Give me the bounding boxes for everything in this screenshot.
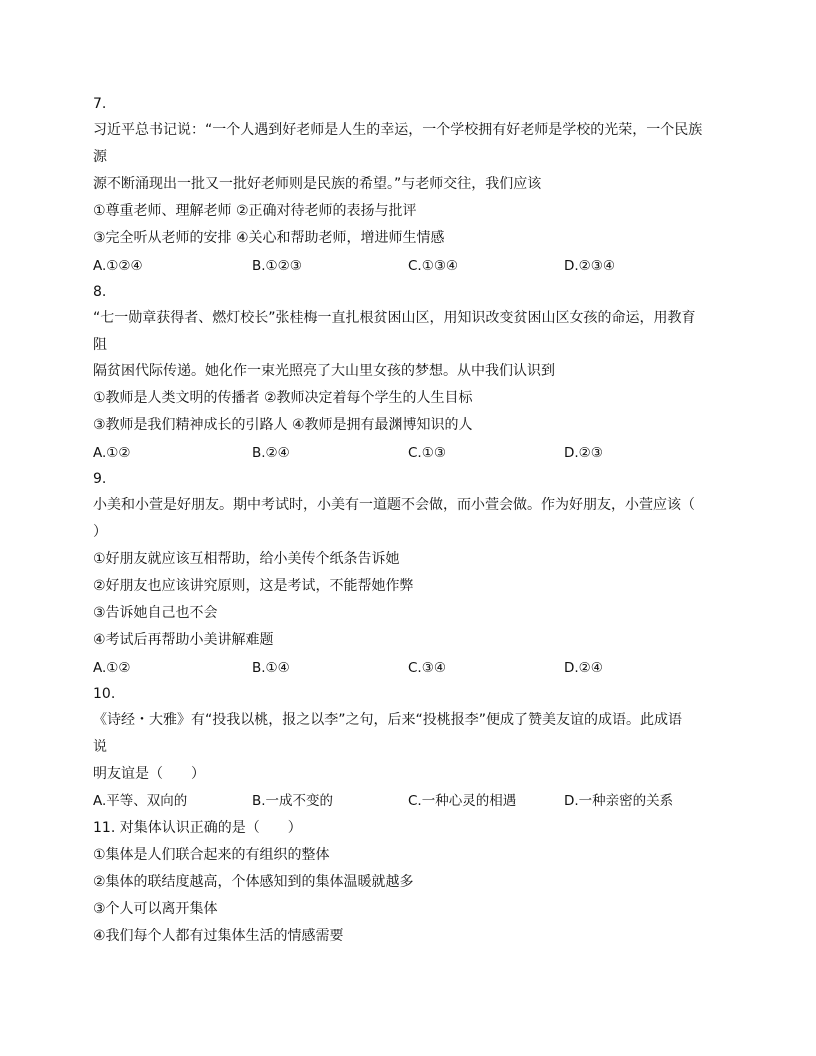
option-c: C.一种心灵的相遇	[408, 793, 517, 809]
question-stem-line: 习近平总书记说：“一个人遇到好老师是人生的幸运，一个学校拥有好老师是学校的光荣，一个民族	[93, 122, 703, 138]
question-stem-line: 源不断涌现出一批又一批好老师则是民族的希望。”与老师交往，我们应该	[93, 176, 542, 192]
option-a: A.平等、双向的	[93, 793, 188, 809]
question-item: ③告诉她自己也不会	[93, 605, 218, 621]
question-item: ④考试后再帮助小美讲解难题	[93, 632, 274, 648]
option-a: A.①②	[93, 445, 131, 461]
option-b: B.①④	[252, 660, 290, 676]
question-item: ③个人可以离开集体	[93, 901, 218, 917]
option-d: D.②③④	[564, 258, 615, 274]
question-stem-line: 阻	[93, 337, 107, 353]
question-item: ③完全听从老师的安排 ④关心和帮助老师，增进师生情感	[93, 230, 445, 246]
option-a: A.①②④	[93, 258, 143, 274]
question-stem-line: “七一勋章获得者、燃灯校长”张桂梅一直扎根贫困山区，用知识改变贫困山区女孩的命运，用教育	[93, 310, 696, 326]
question-number: 9.	[93, 471, 107, 487]
option-b: B.①②③	[252, 258, 302, 274]
option-d: D.一种亲密的关系	[564, 793, 674, 809]
question-number: 8.	[93, 284, 107, 300]
question-stem-line: 隔贫困代际传递。她化作一束光照亮了大山里女孩的梦想。从中我们认识到	[93, 363, 555, 379]
option-a: A.①②	[93, 660, 131, 676]
option-d: D.②③	[564, 445, 603, 461]
question-stem-line: 说	[93, 739, 107, 755]
question-stem-line: 明友谊是（ ）	[93, 766, 205, 782]
question-item: ①好朋友就应该互相帮助，给小美传个纸条告诉她	[93, 551, 400, 567]
question-number: 10.	[93, 686, 116, 702]
question-item: ①集体是人们联合起来的有组织的整体	[93, 847, 330, 863]
option-c: C.①③	[408, 445, 446, 461]
question-number: 7.	[93, 96, 107, 112]
question-item: ②集体的联结度越高，个体感知到的集体温暖就越多	[93, 874, 414, 890]
question-item: ④我们每个人都有过集体生活的情感需要	[93, 928, 344, 944]
question-item: ①教师是人类文明的传播者 ②教师决定着每个学生的人生目标	[93, 390, 473, 406]
question-item: ③教师是我们精神成长的引路人 ④教师是拥有最渊博知识的人	[93, 417, 473, 433]
question-stem-line: 11. 对集体认识正确的是（ ）	[93, 820, 302, 836]
question-item: ②好朋友也应该讲究原则，这是考试，不能帮她作弊	[93, 578, 414, 594]
option-c: C.③④	[408, 660, 446, 676]
option-c: C.①③④	[408, 258, 459, 274]
option-d: D.②④	[564, 660, 603, 676]
question-stem-line: 小美和小萱是好朋友。期中考试时，小美有一道题不会做，而小萱会做。作为好朋友，小萱应该（	[93, 497, 695, 513]
question-stem-line: 《诗经・大雅》有“投我以桃，报之以李”之句，后来“投桃报李”便成了赞美友谊的成语。此成语	[93, 712, 683, 728]
question-item: ①尊重老师、理解老师 ②正确对待老师的表扬与批评	[93, 203, 417, 219]
question-stem-line: ）	[93, 524, 107, 540]
question-stem-line: 源	[93, 149, 107, 165]
option-b: B.一成不变的	[252, 793, 334, 809]
option-b: B.②④	[252, 445, 290, 461]
